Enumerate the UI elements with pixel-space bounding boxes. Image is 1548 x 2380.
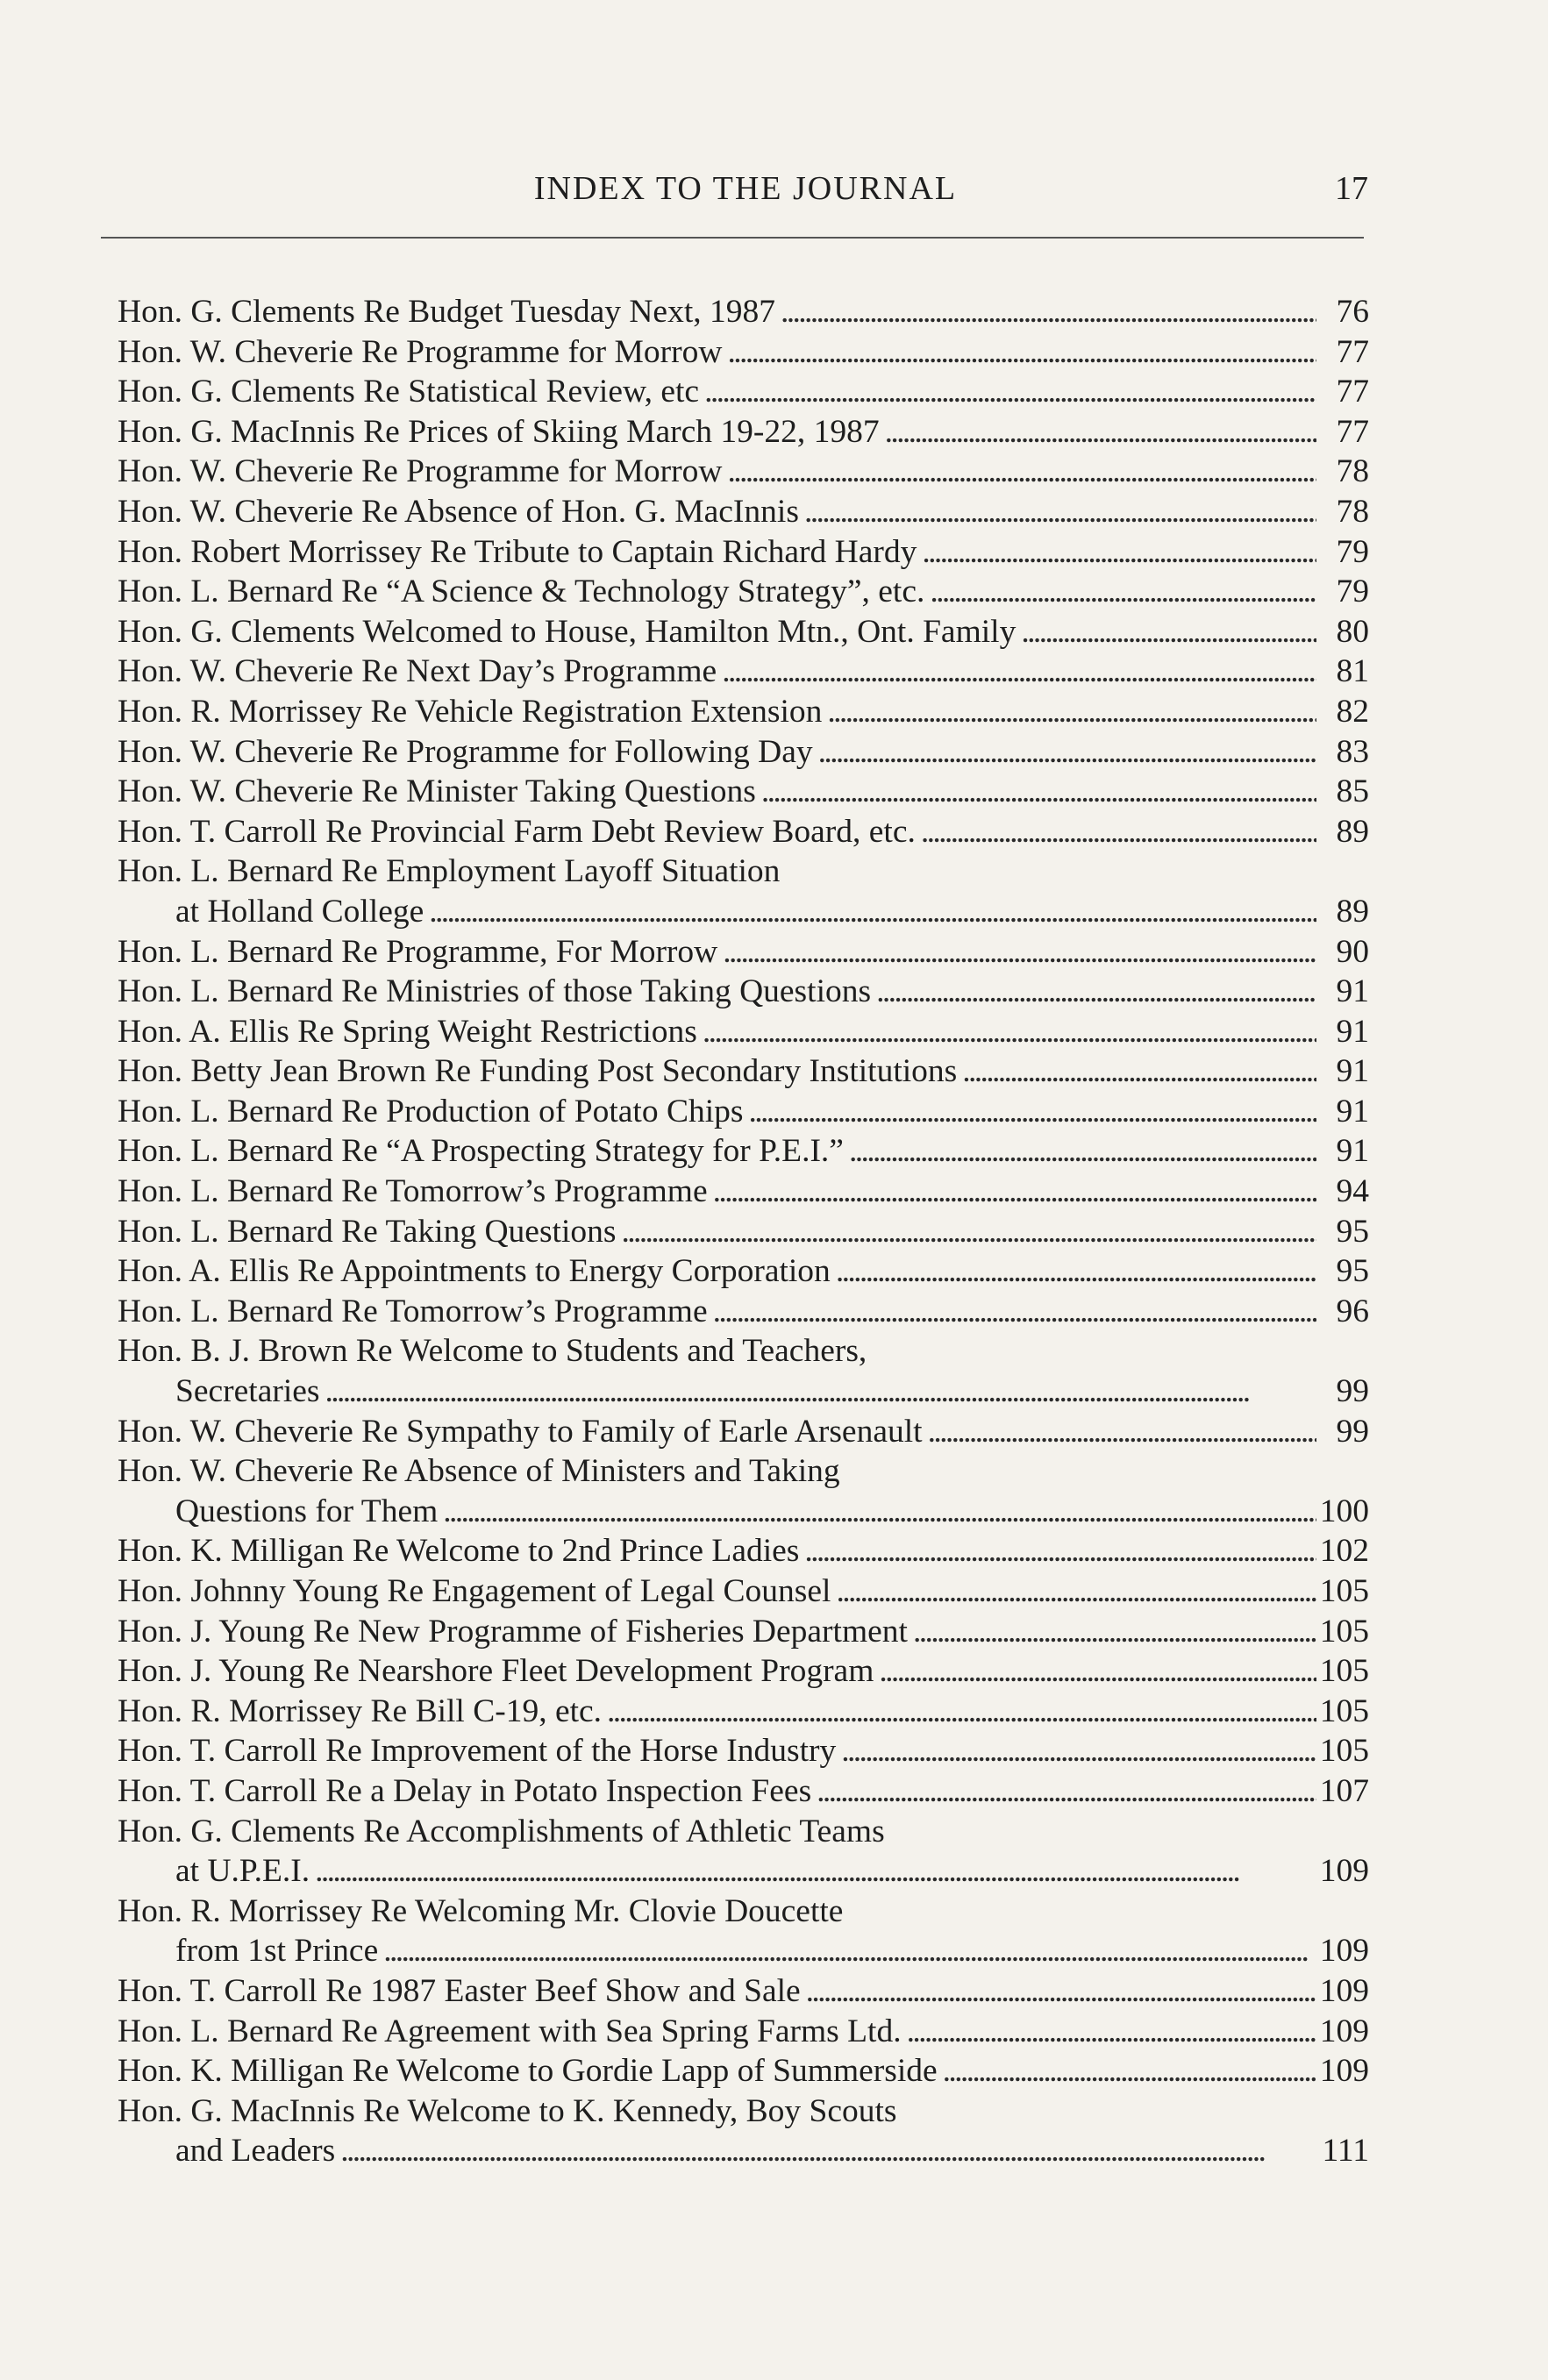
index-entry — [118, 2091, 1369, 2171]
page-reference: 78 — [1336, 493, 1369, 530]
entry-continuation-text: at U.P.E.I. — [175, 1853, 310, 1890]
index-entry — [118, 1051, 1369, 1092]
page-reference: 111 — [1322, 2133, 1369, 2170]
entry-text: Hon. G. MacInnis Re Prices of Skiing March 19-22, 1987 — [118, 413, 880, 450]
dot-leader — [902, 2012, 1316, 2052]
page-reference: 109 — [1319, 2053, 1369, 2090]
dot-leader — [1016, 612, 1316, 652]
entry-line — [118, 1692, 1369, 1732]
index-entry — [118, 1571, 1369, 1612]
entry-line — [118, 772, 1369, 812]
dot-leader — [801, 1971, 1316, 2012]
entry-line — [118, 1731, 1369, 1771]
page-reference: 109 — [1319, 1853, 1369, 1890]
dot-leader — [799, 492, 1316, 532]
entry-line — [118, 1892, 1369, 1932]
entry-text: Hon. Betty Jean Brown Re Funding Post Secondary Institutions — [118, 1053, 958, 1090]
dot-leader — [697, 1012, 1316, 1052]
entry-line — [118, 652, 1369, 692]
index-entry — [118, 1771, 1369, 1812]
index-entry — [118, 492, 1369, 532]
entry-continuation-line — [118, 1851, 1369, 1892]
entry-line — [118, 452, 1369, 492]
entry-continuation-line — [118, 2131, 1369, 2171]
entry-text: Hon. L. Bernard Re “A Science & Technology Strategy”, etc. — [118, 574, 925, 610]
entry-text: Hon. G. MacInnis Re Welcome to K. Kennedy, Boy Scouts — [118, 2092, 897, 2129]
entry-text: Hon. G. Clements Re Statistical Review, etc — [118, 374, 700, 410]
entry-text: Hon. L. Bernard Re Agreement with Sea Spring Farms Ltd. — [118, 2013, 902, 2049]
dot-leader — [708, 1172, 1316, 1212]
page-header — [123, 167, 1368, 210]
entry-text: Hon. L. Bernard Re “A Prospecting Strategy for P.E.I.” — [118, 1133, 844, 1170]
index-entry — [118, 1212, 1369, 1252]
entry-text: Hon. L. Bernard Re Taking Questions — [118, 1213, 617, 1250]
index-entry — [118, 1651, 1369, 1692]
entry-line — [118, 1092, 1369, 1132]
index-entry — [118, 732, 1369, 773]
entry-line — [118, 732, 1369, 773]
entry-line — [118, 1212, 1369, 1252]
entry-text: Hon. Johnny Young Re Engagement of Legal Counsel — [118, 1573, 831, 1609]
entry-line — [118, 1531, 1369, 1571]
entry-text: Hon. W. Cheverie Re Programme for Following Day — [118, 733, 813, 770]
index-entry — [118, 932, 1369, 973]
entry-line — [118, 1251, 1369, 1292]
dot-leader — [743, 1092, 1316, 1132]
page-reference: 102 — [1319, 1533, 1369, 1570]
entry-line — [118, 292, 1369, 332]
page-reference: 105 — [1319, 1653, 1369, 1690]
index-entry — [118, 812, 1369, 852]
dot-leader — [438, 1492, 1316, 1532]
dot-leader — [917, 532, 1316, 573]
dot-leader — [775, 292, 1316, 332]
entry-line — [118, 1172, 1369, 1212]
entry-line — [118, 1451, 1369, 1492]
entry-continuation-text: Secretaries — [175, 1373, 320, 1410]
index-entry — [118, 1692, 1369, 1732]
running-title: INDEX TO THE JOURNAL — [533, 170, 958, 207]
entry-text: Hon. T. Carroll Re Improvement of the Horse Industry — [118, 1733, 837, 1770]
index-entry — [118, 2012, 1369, 2052]
index-entry — [118, 412, 1369, 452]
entry-line — [118, 1131, 1369, 1172]
entry-line — [118, 2051, 1369, 2091]
dot-leader — [602, 1692, 1316, 1732]
index-entry — [118, 1012, 1369, 1052]
entry-text: Hon. J. Young Re Nearshore Fleet Development Program — [118, 1653, 874, 1690]
page-reference: 94 — [1336, 1173, 1369, 1210]
index-entry — [118, 1451, 1369, 1531]
dot-leader — [813, 732, 1316, 773]
page-reference: 79 — [1336, 533, 1369, 570]
entry-line — [118, 692, 1369, 732]
entry-line — [118, 2012, 1369, 2052]
dot-leader — [756, 772, 1316, 812]
page-reference: 105 — [1319, 1613, 1369, 1650]
entry-line — [118, 1812, 1369, 1852]
dot-leader — [424, 892, 1316, 932]
dot-leader — [378, 1931, 1316, 1971]
page-reference: 77 — [1336, 374, 1369, 410]
page-reference: 89 — [1336, 813, 1369, 850]
index-entry — [118, 1131, 1369, 1172]
dot-leader — [616, 1212, 1316, 1252]
index-entry — [118, 852, 1369, 931]
dot-leader — [844, 1131, 1316, 1172]
entry-line — [118, 572, 1369, 612]
entry-text: Hon. L. Bernard Re Employment Layoff Situation — [118, 853, 781, 890]
page-reference: 99 — [1336, 1373, 1369, 1410]
page-reference: 96 — [1336, 1293, 1369, 1329]
entry-text: Hon. L. Bernard Re Tomorrow’s Programme — [118, 1293, 708, 1329]
page-reference: 79 — [1336, 574, 1369, 610]
index-entry — [118, 1331, 1369, 1411]
entry-text: Hon. K. Milligan Re Welcome to Gordie Lapp of Summerside — [118, 2053, 938, 2090]
index-entry — [118, 972, 1369, 1012]
entry-line — [118, 812, 1369, 852]
entry-text: Hon. T. Carroll Re 1987 Easter Beef Show and Sale — [118, 1972, 801, 2009]
entry-text: Hon. G. Clements Welcomed to House, Hamilton Mtn., Ont. Family — [118, 613, 1017, 650]
page-reference: 91 — [1336, 1133, 1369, 1170]
index-entry — [118, 292, 1369, 332]
entry-text: Hon. G. Clements Re Accomplishments of Athletic Teams — [118, 1813, 885, 1849]
entry-text: Hon. A. Ellis Re Spring Weight Restrictions — [118, 1013, 697, 1050]
entry-text: Hon. W. Cheverie Re Programme for Morrow — [118, 453, 723, 490]
entry-text: Hon. T. Carroll Re a Delay in Potato Inspection Fees — [118, 1772, 812, 1809]
page-reference: 105 — [1319, 1733, 1369, 1770]
dot-leader — [310, 1851, 1316, 1892]
entry-line — [118, 932, 1369, 973]
index-entry — [118, 332, 1369, 373]
entry-line — [118, 1651, 1369, 1692]
page-reference: 77 — [1336, 413, 1369, 450]
entry-text: Hon. W. Cheverie Re Sympathy to Family of Earle Arsenault — [118, 1413, 923, 1450]
entry-text: Hon. R. Morrissey Re Welcoming Mr. Clovie Doucette — [118, 1892, 844, 1929]
page-reference: 100 — [1319, 1493, 1369, 1529]
index-entry — [118, 1172, 1369, 1212]
entry-line — [118, 332, 1369, 373]
dot-leader — [871, 972, 1316, 1012]
entry-line — [118, 612, 1369, 652]
index-entry — [118, 372, 1369, 412]
page-reference: 77 — [1336, 333, 1369, 370]
page-reference: 83 — [1336, 733, 1369, 770]
page-reference: 81 — [1336, 653, 1369, 690]
page-reference: 91 — [1336, 973, 1369, 1010]
entry-line — [118, 372, 1369, 412]
index-entry — [118, 1092, 1369, 1132]
entry-text: Hon. K. Milligan Re Welcome to 2nd Prince Ladies — [118, 1533, 800, 1570]
entry-line — [118, 1612, 1369, 1652]
dot-leader — [923, 1412, 1316, 1452]
entry-text: Hon. R. Morrissey Re Bill C-19, etc. — [118, 1692, 603, 1729]
page-reference: 109 — [1319, 1933, 1369, 1970]
page-reference: 105 — [1319, 1692, 1369, 1729]
entry-line — [118, 532, 1369, 573]
page-number: 17 — [1335, 170, 1368, 207]
entry-continuation-text: Questions for Them — [175, 1493, 439, 1529]
dot-leader — [717, 652, 1316, 692]
page-reference: 85 — [1336, 773, 1369, 810]
index-entry — [118, 1251, 1369, 1292]
dot-leader — [708, 1292, 1316, 1332]
entry-text: Hon. W. Cheverie Re Absence of Ministers and Taking — [118, 1453, 840, 1490]
entry-line — [118, 1971, 1369, 2012]
page-reference: 76 — [1336, 294, 1369, 330]
entry-line — [118, 1571, 1369, 1612]
index-entry — [118, 1612, 1369, 1652]
entry-text: Hon. L. Bernard Re Ministries of those Taking Questions — [118, 973, 872, 1010]
entry-line — [118, 412, 1369, 452]
entry-line — [118, 1412, 1369, 1452]
entry-continuation-line — [118, 1372, 1369, 1412]
index-entry — [118, 652, 1369, 692]
entry-text: Hon. W. Cheverie Re Minister Taking Questions — [118, 773, 756, 810]
entry-continuation-line — [118, 1931, 1369, 1971]
dot-leader — [822, 692, 1316, 732]
page-reference: 109 — [1319, 1972, 1369, 2009]
dot-leader — [836, 1731, 1316, 1771]
entry-text: Hon. L. Bernard Re Programme, For Morrow — [118, 933, 718, 970]
entry-text: Hon. A. Ellis Re Appointments to Energy Corporation — [118, 1253, 831, 1290]
entry-text: Hon. B. J. Brown Re Welcome to Students and Teachers, — [118, 1333, 867, 1370]
dot-leader — [957, 1051, 1316, 1092]
entry-text: Hon. W. Cheverie Re Absence of Hon. G. MacInnis — [118, 493, 799, 530]
dot-leader — [335, 2131, 1316, 2171]
page-reference: 91 — [1336, 1093, 1369, 1129]
dot-leader — [924, 572, 1316, 612]
dot-leader — [699, 372, 1316, 412]
page-reference: 95 — [1336, 1213, 1369, 1250]
entry-line — [118, 2091, 1369, 2132]
index-entry — [118, 1971, 1369, 2012]
index-entry — [118, 2051, 1369, 2091]
entry-text: Hon. T. Carroll Re Provincial Farm Debt Review Board, etc. — [118, 813, 916, 850]
dot-leader — [916, 812, 1316, 852]
page-reference: 91 — [1336, 1053, 1369, 1090]
entry-continuation-text: and Leaders — [175, 2133, 336, 2170]
dot-leader — [880, 412, 1316, 452]
index-entry — [118, 1812, 1369, 1892]
index-entry — [118, 452, 1369, 492]
index-entry — [118, 1531, 1369, 1571]
entry-text: Hon. L. Bernard Re Tomorrow’s Programme — [118, 1173, 708, 1210]
index-entry — [118, 1731, 1369, 1771]
entry-text: Hon. R. Morrissey Re Vehicle Registration Extension — [118, 693, 823, 730]
index-entry — [118, 1892, 1369, 1971]
dot-leader — [722, 452, 1316, 492]
dot-leader — [908, 1612, 1316, 1652]
dot-leader — [831, 1571, 1316, 1612]
page-reference: 95 — [1336, 1253, 1369, 1290]
entry-line — [118, 1771, 1369, 1812]
entry-continuation-line — [118, 1492, 1369, 1532]
header-rule — [101, 237, 1364, 239]
entry-continuation-line — [118, 892, 1369, 932]
dot-leader — [831, 1251, 1316, 1292]
index-entry — [118, 692, 1369, 732]
page-reference: 107 — [1319, 1772, 1369, 1809]
page-reference: 105 — [1319, 1573, 1369, 1609]
entry-line — [118, 972, 1369, 1012]
entry-text: Hon. L. Bernard Re Production of Potato Chips — [118, 1093, 744, 1129]
dot-leader — [722, 332, 1316, 373]
entry-line — [118, 1331, 1369, 1372]
dot-leader — [811, 1771, 1316, 1812]
entry-continuation-text: at Holland College — [175, 893, 424, 930]
entry-text: Hon. Robert Morrissey Re Tribute to Captain Richard Hardy — [118, 533, 917, 570]
index-entry — [118, 1412, 1369, 1452]
entry-line — [118, 492, 1369, 532]
entry-text: Hon. J. Young Re New Programme of Fisheries Department — [118, 1613, 908, 1650]
dot-leader — [874, 1651, 1316, 1692]
page-reference: 91 — [1336, 1013, 1369, 1050]
index-entry — [118, 1292, 1369, 1332]
index-list — [118, 292, 1369, 2171]
page-reference: 89 — [1336, 893, 1369, 930]
dot-leader — [319, 1372, 1316, 1412]
entry-line — [118, 1292, 1369, 1332]
index-entry — [118, 532, 1369, 573]
index-entry — [118, 612, 1369, 652]
page-reference: 99 — [1336, 1413, 1369, 1450]
dot-leader — [799, 1531, 1316, 1571]
index-entry — [118, 772, 1369, 812]
entry-line — [118, 852, 1369, 892]
page-reference: 109 — [1319, 2013, 1369, 2049]
entry-text: Hon. W. Cheverie Re Programme for Morrow — [118, 333, 723, 370]
index-entry — [118, 572, 1369, 612]
entry-text: Hon. W. Cheverie Re Next Day’s Programme — [118, 653, 717, 690]
dot-leader — [938, 2051, 1316, 2091]
entry-line — [118, 1012, 1369, 1052]
page-reference: 78 — [1336, 453, 1369, 490]
page-reference: 90 — [1336, 933, 1369, 970]
entry-line — [118, 1051, 1369, 1092]
page-reference: 80 — [1336, 613, 1369, 650]
entry-text: Hon. G. Clements Re Budget Tuesday Next, 1987 — [118, 294, 775, 330]
dot-leader — [717, 932, 1316, 973]
entry-continuation-text: from 1st Prince — [175, 1933, 379, 1970]
page-reference: 82 — [1336, 693, 1369, 730]
